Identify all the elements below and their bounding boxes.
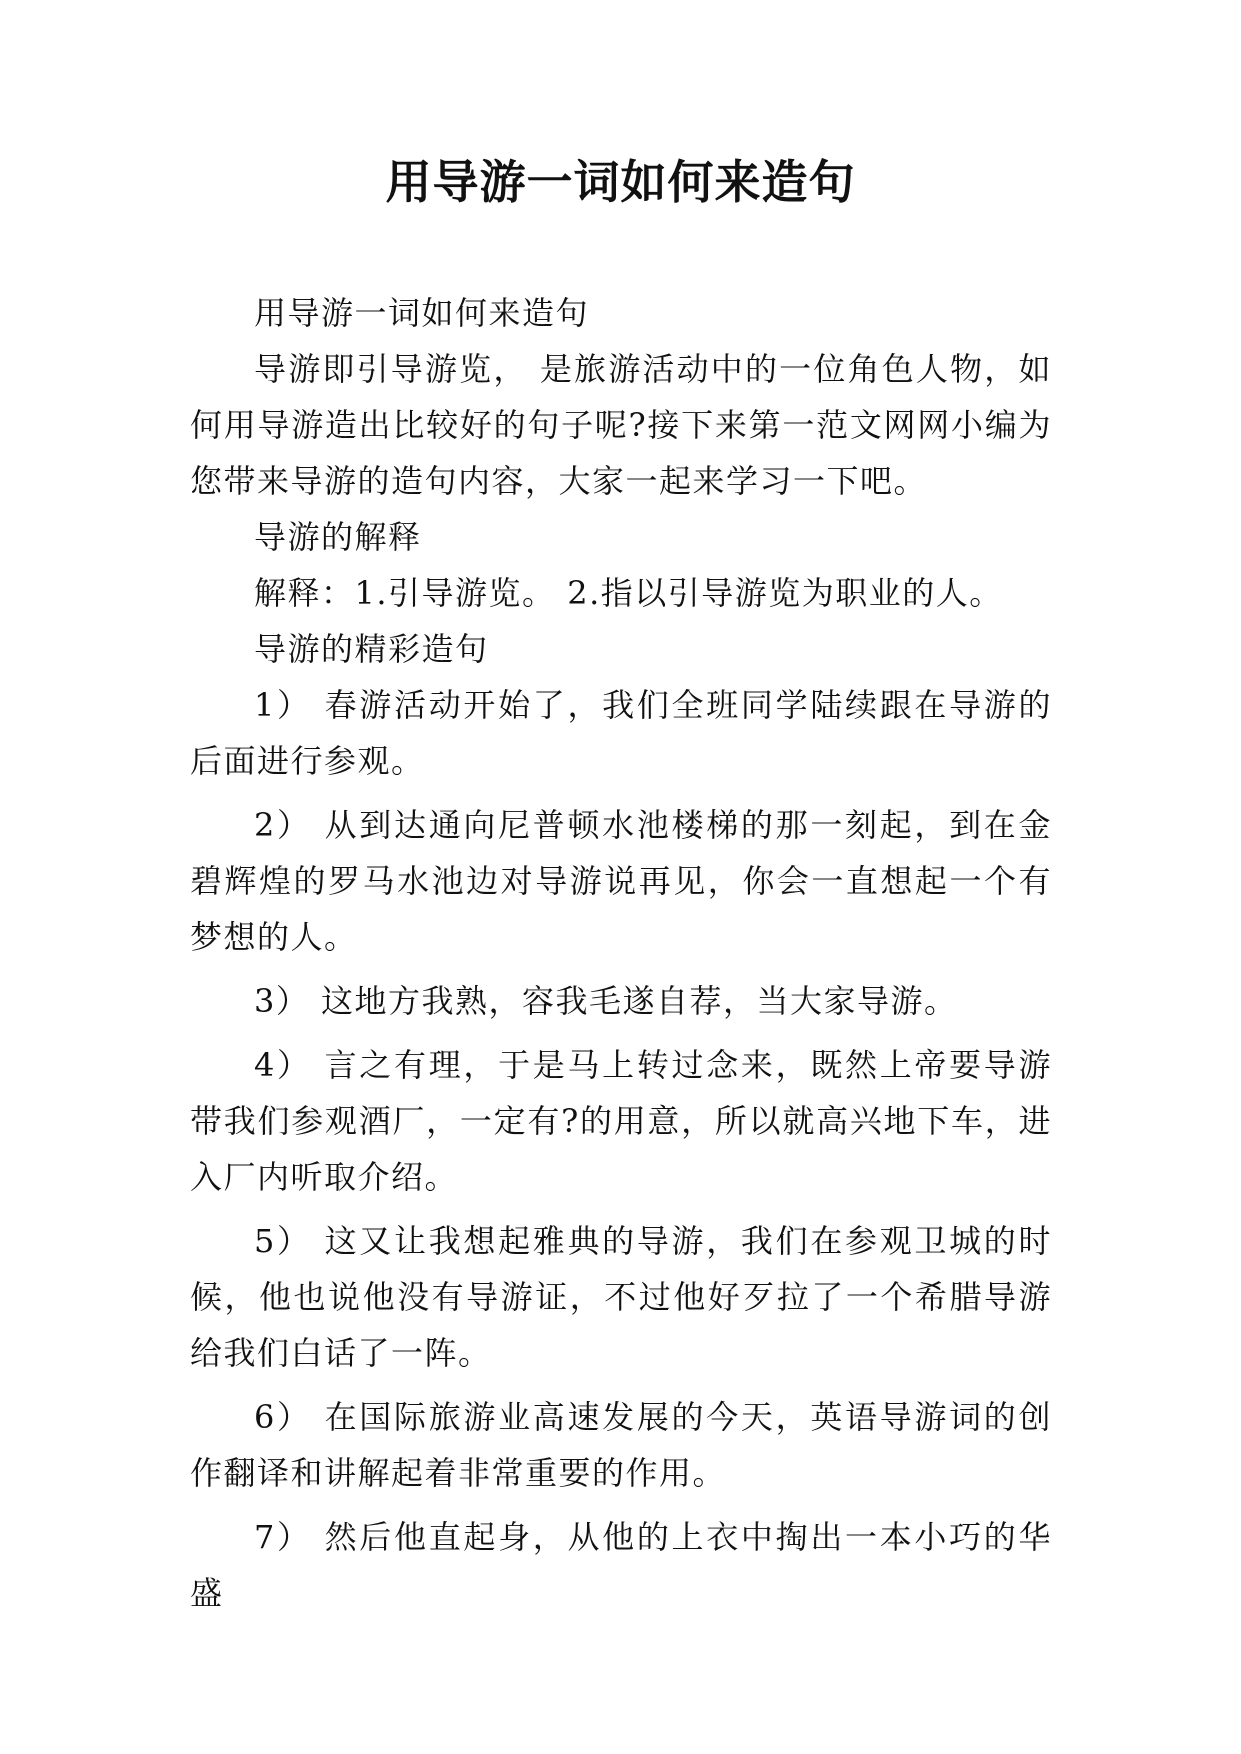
example-sentence-6: 6） 在国际旅游业高速发展的今天，英语导游词的创作翻译和讲解起着非常重要的作用。 — [190, 1398, 1052, 1492]
document-body — [190, 285, 1052, 1621]
example-sentence-5: 5） 这又让我想起雅典的导游，我们在参观卫城的时候，他也说他没有导游证，不过他好歹拉了一个希腊导游给我们白话了一阵。 — [190, 1222, 1052, 1372]
document-title: 用导游一词如何来造句 — [385, 155, 856, 209]
example-sentence-4: 4） 言之有理，于是马上转过念来，既然上帝要导游带我们参观酒厂，一定有?的用意，所以就高兴地下车，进入厂内听取介绍。 — [190, 1046, 1052, 1196]
paragraph-heading-repeat: 用导游一词如何来造句 — [254, 294, 590, 332]
paragraph-explanation-heading: 导游的解释 — [254, 518, 422, 556]
example-sentence-2: 2） 从到达通向尼普顿水池楼梯的那一刻起，到在金碧辉煌的罗马水池边对导游说再见，你会一直想起一个有梦想的人。 — [190, 806, 1052, 956]
example-sentence-1: 1） 春游活动开始了，我们全班同学陆续跟在导游的后面进行参观。 — [190, 686, 1052, 780]
example-sentence-3: 3） 这地方我熟，容我毛遂自荐，当大家导游。 — [254, 982, 958, 1020]
example-sentence-7: 7） 然后他直起身，从他的上衣中掏出一本小巧的华盛 — [190, 1518, 1052, 1612]
paragraph-examples-heading: 导游的精彩造句 — [254, 630, 489, 668]
paragraph-intro: 导游即引导游览， 是旅游活动中的一位角色人物，如何用导游造出比较好的句子呢?接下来第一范文网网小编为您带来导游的造句内容，大家一起来学习一下吧。 — [190, 350, 1052, 500]
paragraph-explanation: 解释：1.引导游览。 2.指以引导游览为职业的人。 — [254, 574, 1003, 612]
